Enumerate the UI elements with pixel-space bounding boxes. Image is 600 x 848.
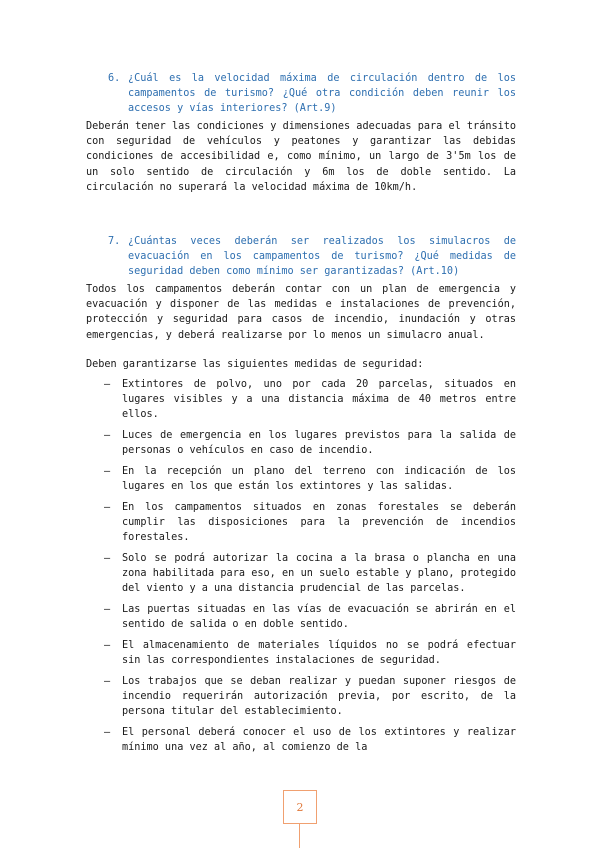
measures-list — [104, 377, 516, 761]
bullet-dash: – — [104, 379, 111, 390]
bullet-dash: – — [104, 466, 111, 478]
measures-heading: Deben garantizarse las siguientes medidas de seguridad: — [86, 359, 424, 370]
bullet-dash: – — [104, 640, 111, 652]
bullet-dash: – — [104, 553, 111, 565]
list-item — [104, 428, 516, 458]
bullet-dash: – — [104, 604, 111, 616]
answer-7-intro-paragraph: Todos los campamentos deberán contar con un plan de emergencia y evacuación y disponer de las medidas e instalaciones de prevención, protección y seguridad para casos de incendio, inundación y otras emergencias, y deberá realizarse por lo menos un simulacro anual. — [86, 284, 516, 341]
bullet-dash: – — [104, 675, 111, 687]
question-6 — [108, 71, 516, 116]
list-item-text: Luces de emergencia en los lugares previstos para la salida de personas o vehículos en caso de incendio. — [122, 430, 516, 457]
bullet-dash: – — [104, 727, 111, 739]
question-6-number: 6. — [108, 73, 121, 84]
question-7-text: ¿Cuántas veces deberán ser realizados los simulacros de evacuación en los campamentos de turismo? ¿Qué medidas de seguridad deben como mínimo ser garantizadas? (Art.10) — [128, 236, 516, 277]
bullet-dash: – — [104, 430, 111, 442]
list-item — [104, 551, 516, 597]
page-number-box — [283, 790, 317, 824]
page-number-connector-line — [299, 824, 300, 848]
list-item-text: El personal deberá conocer el uso de los extintores y realizar mínimo una vez al año, al comienzo de la — [122, 727, 516, 754]
list-item-text: En la recepción un plano del terreno con indicación de los lugares en los que están los extintores y las salidas. — [122, 466, 516, 493]
list-item-text: Solo se podrá autorizar la cocina a la brasa o plancha en una zona habilitada para eso, en un suelo estable y plano, protegido del viento y a una distancia prudencial de las parcelas. — [122, 553, 516, 595]
list-item — [104, 500, 516, 546]
list-item — [104, 602, 516, 632]
list-item-text: Las puertas situadas en las vías de evacuación se abrirán en el sentido de salida o en doble sentido. — [122, 604, 516, 631]
list-item-text: El almacenamiento de materiales líquidos no se podrá efectuar sin las correspondientes instalaciones de seguridad. — [122, 640, 516, 667]
list-item — [104, 638, 516, 668]
list-item — [104, 725, 516, 755]
list-item-text: Extintores de polvo, uno por cada 20 parcelas, situados en lugares visibles y a una distancia máxima de 40 metros entre ellos. — [122, 379, 516, 421]
answer-6-paragraph: Deberán tener las condiciones y dimensiones adecuadas para el tránsito con seguridad de vehículos y peatones y garantizar las debidas condiciones de accesibilidad e, como mínimo, un largo de 3'5m los de un solo sentido de circulación y 6m los de doble sentido. La circulación no superará la velocidad máxima de 10km/h. — [86, 121, 516, 193]
question-6-text: ¿Cuál es la velocidad máxima de circulación dentro de los campamentos de turismo? ¿Qué otra condición deben reunir los accesos y vías interiores? (Art.9) — [128, 73, 516, 114]
list-item-text: En los campamentos situados en zonas forestales se deberán cumplir las disposiciones para la prevención de incendios forestales. — [122, 501, 516, 544]
question-7-number: 7. — [108, 236, 121, 247]
bullet-dash: – — [104, 501, 111, 513]
question-7 — [108, 234, 516, 279]
list-item — [104, 464, 516, 494]
list-item — [104, 377, 516, 423]
list-item-text: Los trabajos que se deban realizar y puedan suponer riesgos de incendio requerirán autorización previa, por escrito, de la persona titular del establecimiento. — [122, 675, 516, 718]
page-number: 2 — [296, 800, 304, 814]
list-item — [104, 674, 516, 720]
